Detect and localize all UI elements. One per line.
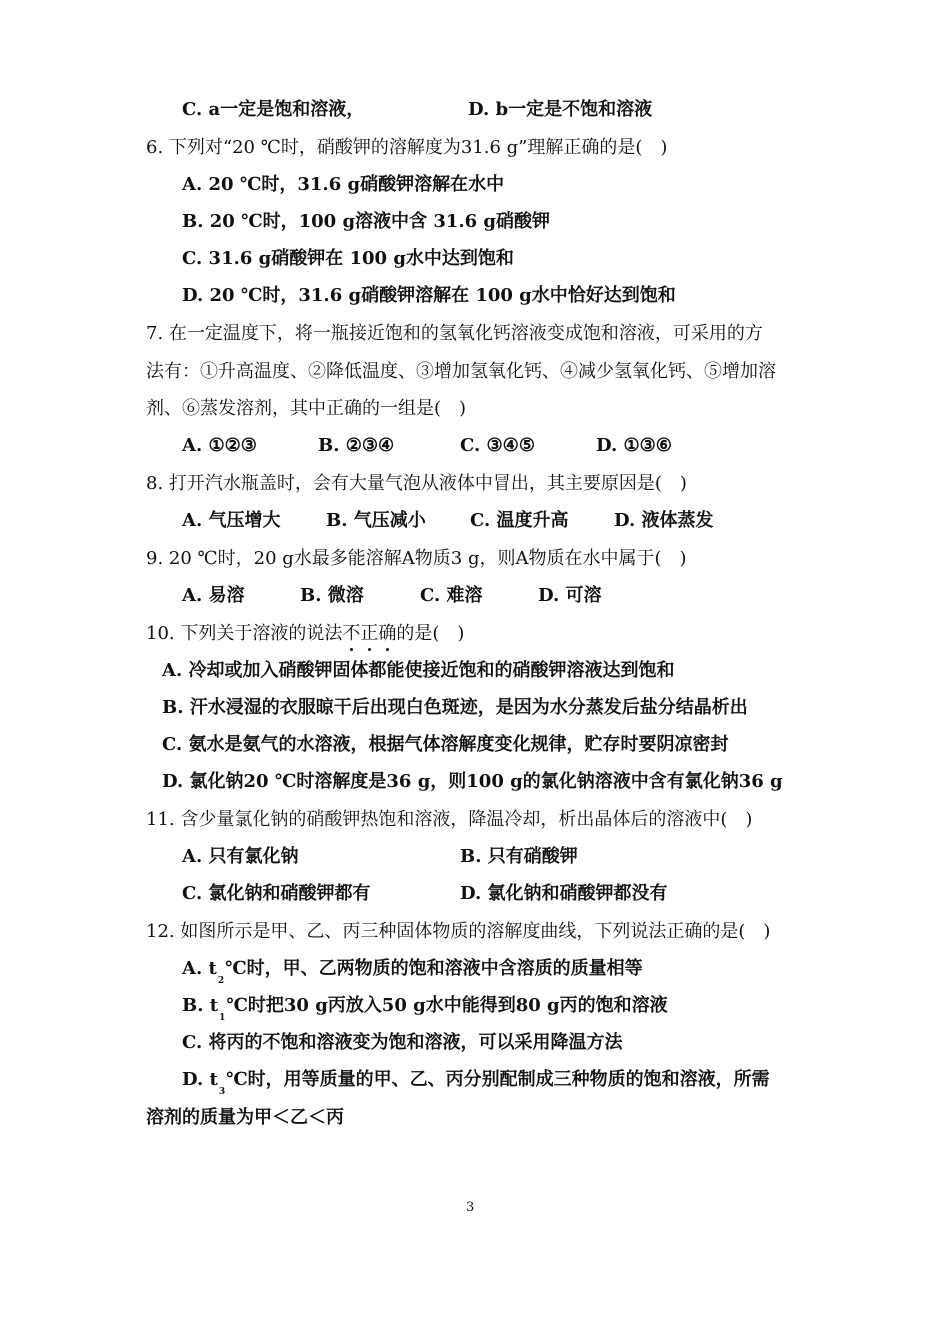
q6-option-b: B. 20 ℃时，100 g溶液中含 31.6 g硝酸钾	[182, 211, 551, 232]
page-number: 3	[466, 1200, 475, 1215]
q7-option-d: D. ①③⑥	[596, 435, 672, 456]
q10-stem-post: 的是( )	[396, 623, 465, 644]
q12-option-d-line2: 溶剂的质量为甲＜乙＜丙	[146, 1107, 344, 1128]
q12-stem: 12. 如图所示是甲、乙、丙三种固体物质的溶解度曲线，下列说法正确的是( )	[146, 921, 771, 942]
q7-option-a: A. ①②③	[182, 435, 257, 456]
q6-option-d: D. 20 ℃时，31.6 g硝酸钾溶解在 100 g水中恰好达到饱和	[182, 285, 676, 306]
q7-stem-line1: 7. 在一定温度下，将一瓶接近饱和的氢氧化钙溶液变成饱和溶液，可采用的方	[146, 323, 763, 344]
q10-option-d: D. 氯化钠20 ℃时溶解度是36 g，则100 g的氯化钠溶液中含有氯化钠36 g	[162, 771, 783, 792]
q5-option-c: C. a一定是饱和溶液，	[182, 99, 365, 120]
q10-stem	[146, 622, 464, 646]
q6-option-c: C. 31.6 g硝酸钾在 100 g水中达到饱和	[182, 248, 514, 269]
q9-stem: 9. 20 ℃时，20 g水最多能溶解A物质3 g，则A物质在水中属于( )	[146, 548, 687, 569]
q12-option-c: C. 将丙的不饱和溶液变为饱和溶液，可以采用降温方法	[182, 1032, 623, 1053]
q10-option-b: B. 汗水浸湿的衣服晾干后出现白色斑迹，是因为水分蒸发后盐分结晶析出	[162, 697, 748, 718]
q12-option-a: A. $t_2℃$时，甲、乙两物质的饱和溶液中含溶质的质量相等	[182, 958, 643, 986]
q9-option-c: C. 难溶	[420, 585, 483, 606]
q10-option-c: C. 氨水是氨气的水溶液，根据气体溶解度变化规律，贮存时要阴凉密封	[162, 734, 729, 755]
q7-option-b: B. ②③④	[318, 435, 395, 456]
q6-stem: 6. 下列对“20 ℃时，硝酸钾的溶解度为31.6 g”理解正确的是( )	[146, 137, 668, 158]
q8-option-b: B. 气压减小	[326, 510, 426, 531]
q7-option-c: C. ③④⑤	[460, 435, 535, 456]
q8-option-c: C. 温度升高	[470, 510, 569, 531]
emphasis-dots	[342, 648, 396, 652]
q10-option-a: A. 冷却或加入硝酸钾固体都能使接近饱和的硝酸钾溶液达到饱和	[162, 660, 675, 681]
q11-option-d: D. 氯化钠和硝酸钾都没有	[460, 883, 668, 904]
q11-option-b: B. 只有硝酸钾	[460, 846, 578, 867]
q11-option-c: C. 氯化钠和硝酸钾都有	[182, 883, 371, 904]
q8-stem: 8. 打开汽水瓶盖时，会有大量气泡从液体中冒出，其主要原因是( )	[146, 473, 687, 494]
q8-option-d: D. 液体蒸发	[614, 510, 714, 531]
q10-stem-emphasis: 不正确	[342, 622, 396, 646]
q9-option-a: A. 易溶	[182, 585, 245, 606]
q7-stem-line3: 剂、⑥蒸发溶剂，其中正确的一组是( )	[146, 398, 467, 419]
q11-option-a: A. 只有氯化钠	[182, 846, 299, 867]
q9-option-d: D. 可溶	[538, 585, 602, 606]
q11-stem: 11. 含少量氯化钠的硝酸钾热饱和溶液，降温冷却，析出晶体后的溶液中( )	[146, 809, 753, 830]
q9-option-b: B. 微溶	[300, 585, 364, 606]
q10-stem-pre: 10. 下列关于溶液的说法	[146, 623, 343, 644]
q5-option-d: D. b一定是不饱和溶液	[468, 99, 653, 120]
q7-stem-line2: 法有：①升高温度、②降低温度、③增加氢氧化钙、④减少氢氧化钙、⑤增加溶	[146, 361, 776, 382]
q12-option-b: B. $t_1℃$时把30 g丙放入50 g水中能得到80 g丙的饱和溶液	[182, 995, 668, 1023]
q6-option-a: A. 20 ℃时，31.6 g硝酸钾溶解在水中	[182, 174, 505, 195]
q8-option-a: A. 气压增大	[182, 510, 281, 531]
q12-option-d: D. $t_3℃$时，用等质量的甲、乙、丙分别配制成三种物质的饱和溶液，所需	[182, 1069, 770, 1097]
